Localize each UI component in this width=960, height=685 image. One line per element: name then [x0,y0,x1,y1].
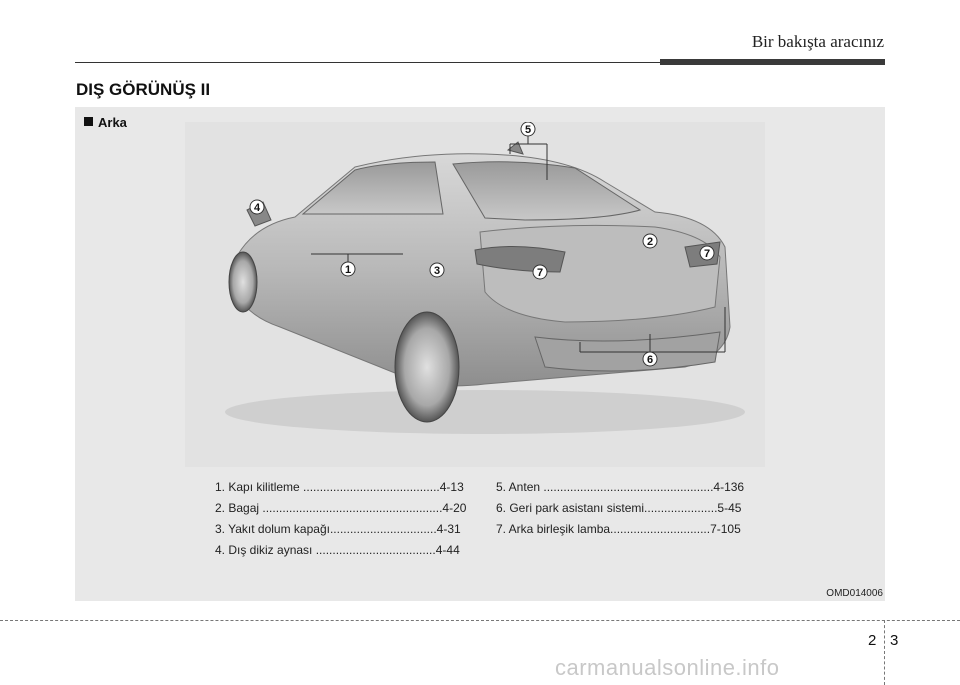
header-title: Bir bakışta aracınız [751,32,884,51]
square-bullet-icon [84,117,93,126]
side-window [303,162,443,214]
callout-marker [533,265,547,279]
section-title: DIŞ GÖRÜNÜŞ II [76,80,211,99]
legend-item: 6. Geri park asistanı sistemi......................5-45 [496,501,742,515]
figure-subtitle-text: Arka [98,115,127,130]
legend-item: 4. Dış dikiz aynası ....................................4-44 [215,543,460,557]
watermark: carmanualsonline.info [555,655,780,680]
page-number: 3 [890,632,899,649]
callout-label: 7 [703,248,711,260]
figure-panel [75,107,885,601]
legend-item: 7. Arka birleşik lamba..............................7-105 [496,522,741,536]
chapter-number: 2 [868,632,877,649]
callout-label: 4 [253,202,261,214]
image-code: OMD014006 [826,588,883,599]
callout-label: 6 [646,354,654,366]
car-rear-illustration [185,122,765,467]
callout-marker [643,352,657,366]
legend-item: 2. Bagaj ......................................................4-20 [215,501,467,515]
header-rule [75,62,665,63]
callout-label: 5 [524,124,532,136]
callout-marker [341,262,355,276]
front-wheel [229,252,257,312]
callout-label: 3 [433,265,441,277]
callout-label: 7 [536,267,544,279]
callout-marker [430,263,444,277]
callout-marker [643,234,657,248]
callout-marker [700,246,714,260]
header-rule-bar [660,59,885,65]
legend-list-right [496,477,744,540]
callout-marker [250,200,264,214]
footer-rule [0,620,960,621]
callout-marker [521,122,535,136]
callout-label: 2 [646,236,654,248]
callout-label: 1 [344,264,352,276]
trunk-lid [480,225,720,322]
footer-divider [884,620,885,685]
car-shadow [225,390,745,434]
legend-list-left [215,477,466,561]
legend-item: 3. Yakıt dolum kapağı................................4-31 [215,522,461,536]
legend-item: 1. Kapı kilitleme .........................................4-13 [215,480,464,494]
rear-wheel [395,312,459,422]
legend-item: 5. Anten ...................................................4-136 [496,480,745,494]
figure-subtitle [84,115,127,130]
